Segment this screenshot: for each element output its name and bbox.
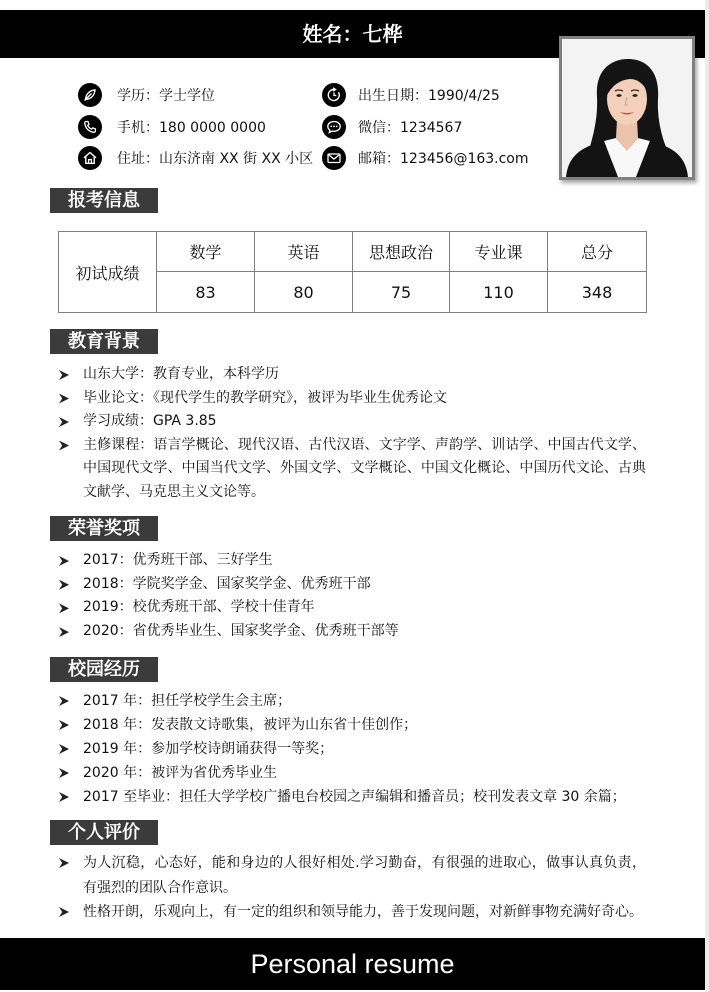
table-cell: 80 — [255, 272, 353, 313]
table-cell: 83 — [157, 272, 255, 313]
list-item — [83, 573, 646, 597]
bullet-arrow-icon — [59, 768, 69, 778]
contact-text: 邮箱：123456@163.com — [358, 151, 529, 167]
bullet-arrow-icon — [59, 417, 69, 427]
contact-email — [322, 146, 529, 170]
list-item-text: 2019 年：参加学校诗朗诵获得一等奖； — [83, 741, 334, 757]
phone-icon — [78, 115, 102, 139]
list-item-text: 主修课程：语言学概论、现代汉语、古代汉语、文字学、声韵学、训诂学、中国古代文学、中国现代文学、中国当代文学、外国文学、文学概论、中国文化概论、中国历代文论、古典文献学、马克思主义文论等。 — [83, 436, 646, 500]
list-item-text: 2017 至毕业：担任大学学校广播电台校园之声编辑和播音员；校刊发表文章 30 余篇； — [83, 789, 626, 805]
list-item-text: 2017：优秀班干部、三好学生 — [83, 552, 273, 568]
table-header-cell: 英语 — [255, 232, 353, 272]
contact-wechat — [322, 115, 462, 139]
list-item-text: 为人沉稳，心态好，能和身边的人很好相处.学习勤奋，有很强的进取心，做事认真负责，有强烈的团队合作意识。 — [83, 855, 646, 896]
bullet-arrow-icon — [59, 441, 69, 451]
list-item — [83, 363, 646, 387]
bullet-arrow-icon — [59, 696, 69, 706]
contact-text: 学历：学士学位 — [117, 88, 215, 104]
bullet-arrow-icon — [59, 627, 69, 637]
exam-score-table — [58, 231, 647, 313]
contact-text: 手机：180 0000 0000 — [117, 120, 266, 136]
campus-list — [83, 689, 646, 809]
timer-icon — [322, 83, 346, 107]
list-item — [83, 761, 646, 785]
footer-title: Personal resume — [250, 949, 455, 979]
table-header-row — [59, 232, 647, 272]
bullet-arrow-icon — [59, 720, 69, 730]
contact-phone — [78, 115, 266, 139]
table-row-label: 初试成绩 — [59, 232, 157, 313]
list-item — [83, 387, 646, 411]
mail-icon — [322, 146, 346, 170]
table-header-cell: 数学 — [157, 232, 255, 272]
contact-birthdate — [322, 83, 500, 107]
list-item-text: 学习成绩：GPA 3.85 — [83, 413, 217, 429]
page-edge — [705, 0, 709, 992]
list-item-text: 毕业论文：《现代学生的教学研究》，被评为毕业生优秀论文 — [83, 389, 447, 406]
footer-bar — [0, 938, 705, 990]
home-icon — [78, 146, 102, 170]
chat-icon — [322, 115, 346, 139]
list-item-text: 山东大学：教育专业，本科学历 — [83, 366, 279, 382]
list-item-text: 2020：省优秀毕业生、国家奖学金、优秀班干部等 — [83, 623, 399, 640]
self-evaluation-list — [83, 851, 646, 925]
section-header-self-evaluation: 个人评价 — [50, 820, 158, 845]
table-cell: 110 — [450, 272, 548, 313]
list-item — [83, 410, 646, 434]
section-header-exam: 报考信息 — [50, 188, 158, 213]
table-cell: 75 — [353, 272, 450, 313]
list-item — [83, 737, 646, 761]
profile-photo — [559, 36, 695, 180]
list-item-text: 2017 年：担任学校学生会主席； — [83, 693, 292, 709]
table-header-cell: 总分 — [548, 232, 647, 272]
list-item — [83, 620, 646, 644]
bullet-arrow-icon — [59, 556, 69, 566]
list-item — [83, 434, 646, 505]
honors-list — [83, 549, 646, 644]
bullet-arrow-icon — [59, 370, 69, 380]
table-header-cell: 专业课 — [450, 232, 548, 272]
bullet-arrow-icon — [59, 907, 69, 917]
list-item — [83, 596, 646, 620]
contact-text: 出生日期：1990/4/25 — [358, 88, 500, 104]
table-cell: 348 — [548, 272, 647, 313]
portrait-image — [562, 39, 692, 177]
section-header-campus: 校园经历 — [50, 657, 158, 682]
education-list — [83, 363, 646, 504]
list-item — [83, 851, 646, 900]
list-item — [83, 689, 646, 713]
bullet-arrow-icon — [59, 603, 69, 613]
name-title: 姓名：七桦 — [302, 22, 403, 46]
list-item — [83, 785, 646, 809]
list-item — [83, 549, 646, 573]
section-header-honors: 荣誉奖项 — [50, 516, 158, 541]
list-item-text: 性格开朗，乐观向上，有一定的组织和领导能力，善于发现问题，对新鲜事物充满好奇心。 — [83, 904, 643, 920]
list-item-text: 2020 年：被评为省优秀毕业生 — [83, 765, 278, 781]
list-item-text: 2019：校优秀班干部、学校十佳青年 — [83, 599, 315, 616]
bullet-arrow-icon — [59, 580, 69, 590]
contact-education — [78, 83, 215, 107]
list-item-text: 2018：学院奖学金、国家奖学金、优秀班干部 — [83, 575, 371, 592]
list-item — [83, 713, 646, 737]
list-item-text: 2018 年：发表散文诗歌集，被评为山东省十佳创作； — [83, 717, 418, 733]
bullet-arrow-icon — [59, 792, 69, 802]
section-header-education: 教育背景 — [50, 329, 158, 354]
bullet-arrow-icon — [59, 744, 69, 754]
contact-address — [78, 146, 313, 170]
contact-text: 微信：1234567 — [358, 120, 463, 136]
list-item — [83, 900, 646, 925]
pen-icon — [78, 83, 102, 107]
contact-text: 住址：山东济南 XX 街 XX 小区 — [117, 151, 314, 167]
bullet-arrow-icon — [59, 858, 69, 868]
table-header-cell: 思想政治 — [353, 232, 450, 272]
bullet-arrow-icon — [59, 394, 69, 404]
